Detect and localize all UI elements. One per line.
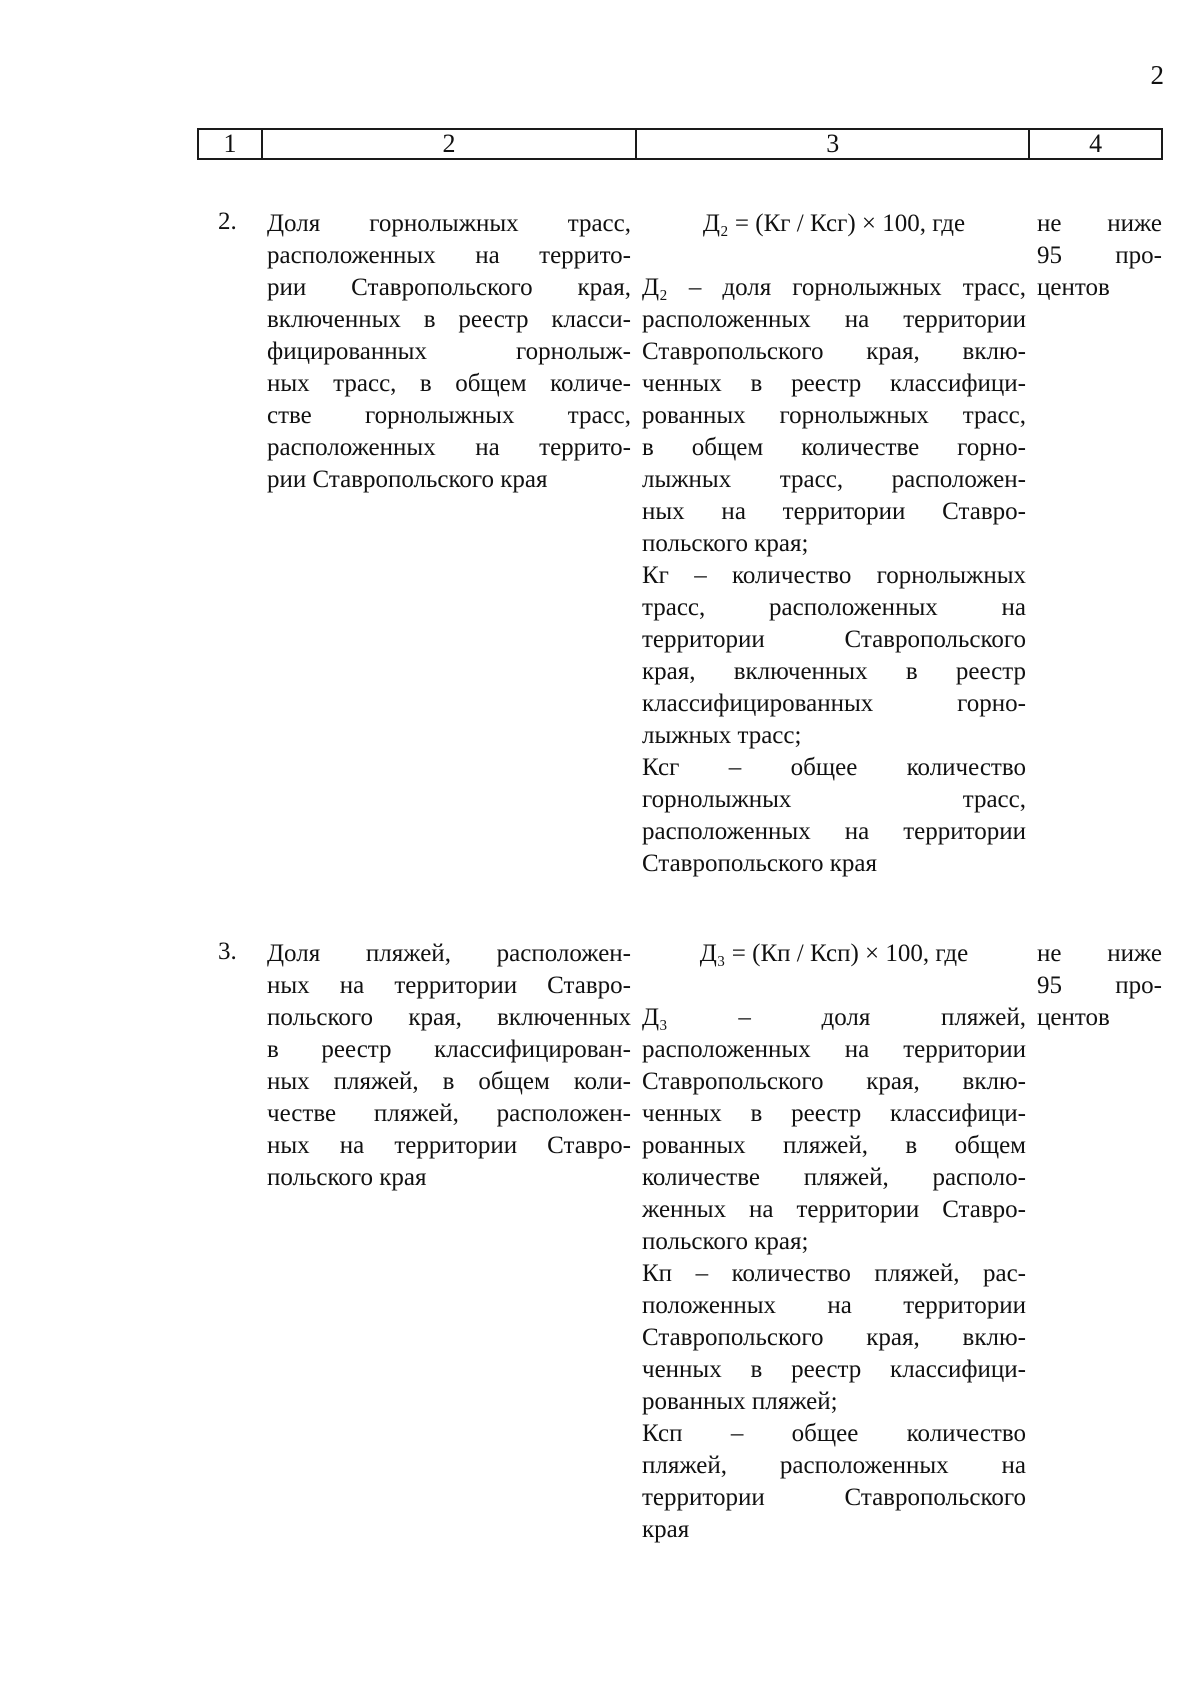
text-line: ных пляжей, в общем коли- <box>267 1068 631 1095</box>
text-line: стве горнолыжных трасс, <box>267 402 631 429</box>
row-number: 3. <box>218 938 237 965</box>
text-line: ченных в реестр классифици- <box>642 1356 1026 1383</box>
text-line: ченных в реестр классифици- <box>642 1100 1026 1127</box>
text-line: центов <box>1037 1004 1110 1031</box>
text-line: Ксп – общее количество <box>642 1420 1026 1447</box>
text-line: ных на территории Ставро- <box>267 1132 631 1159</box>
header-col-1: 1 <box>199 130 263 158</box>
indicator-text <box>267 938 631 1194</box>
text-line: расположенных на территории <box>642 818 1026 845</box>
text-line: Кп – количество пляжей, рас- <box>642 1260 1026 1287</box>
text-line: ченных в реестр классифици- <box>642 370 1026 397</box>
text-line: территории Ставропольского <box>642 626 1026 653</box>
text-line: фицированных горнолыж- <box>267 338 631 365</box>
formula-cell <box>642 938 1026 1546</box>
text-line: польского края <box>267 1164 427 1191</box>
text-line: рии Ставропольского края, <box>267 274 631 301</box>
text-line: рованных пляжей; <box>642 1388 838 1415</box>
text-line: польского края, включенных <box>267 1004 631 1031</box>
text-line: ных на территории Ставро- <box>642 498 1026 525</box>
text-line: в общем количестве горно- <box>642 434 1026 461</box>
text-line: трасс, расположенных на <box>642 594 1026 621</box>
text-line: 95 про- <box>1037 242 1162 269</box>
text-line: расположенных на террито- <box>267 242 631 269</box>
table-header <box>197 128 1163 160</box>
text-line: в реестр классифицирован- <box>267 1036 631 1063</box>
text-line: Ксг – общее количество <box>642 754 1026 781</box>
formula: Д₃ = (Кп / Ксп) × 100, где <box>699 940 969 967</box>
text-line: классифицированных горно- <box>642 690 1026 717</box>
text-line: женных на территории Ставро- <box>642 1196 1026 1223</box>
text-line: не ниже <box>1037 210 1162 237</box>
text-line: рии Ставропольского края <box>267 466 548 493</box>
indicator-text <box>267 208 631 496</box>
header-col-4: 4 <box>1089 129 1103 158</box>
formula: Д₂ = (Кг / Ксг) × 100, где <box>702 210 966 237</box>
text-line: горнолыжных трасс, <box>642 786 1026 813</box>
text-line: Ставропольского края, вклю- <box>642 338 1026 365</box>
header-col-3: 3 <box>637 130 1030 158</box>
formula-definitions <box>642 272 1026 880</box>
text-line: не ниже <box>1037 940 1162 967</box>
text-line: Ставропольского края, вклю- <box>642 1068 1026 1095</box>
text-line: Доля горнолыжных трасс, <box>267 210 631 237</box>
page-number: 2 <box>1150 60 1164 90</box>
text-line: Ставропольского края <box>642 850 877 877</box>
text-line: расположенных на территории <box>642 306 1026 333</box>
text-line: ных трасс, в общем количе- <box>267 370 631 397</box>
formula-cell <box>642 208 1026 880</box>
text-line: рованных пляжей, в общем <box>642 1132 1026 1159</box>
target-value <box>1037 208 1162 304</box>
text-line: лыжных трасс; <box>642 722 802 749</box>
text-line: расположенных на территории <box>642 1036 1026 1063</box>
text-line: ных на территории Ставро- <box>267 972 631 999</box>
text-line: Д₃ – доля пляжей, <box>642 1004 1026 1031</box>
text-line: пляжей, расположенных на <box>642 1452 1026 1479</box>
text-line: положенных на территории <box>642 1292 1026 1319</box>
formula-definitions <box>642 1002 1026 1546</box>
text-line: края <box>642 1516 690 1543</box>
text-line: центов <box>1037 274 1110 301</box>
text-line: 95 про- <box>1037 972 1162 999</box>
target-value <box>1037 938 1162 1034</box>
text-line: края, включенных в реестр <box>642 658 1026 685</box>
text-line: Доля пляжей, расположен- <box>267 940 631 967</box>
text-line: Ставропольского края, вклю- <box>642 1324 1026 1351</box>
text-line: польского края; <box>642 530 809 557</box>
row-number: 2. <box>218 208 237 235</box>
text-line: польского края; <box>642 1228 809 1255</box>
text-line: честве пляжей, расположен- <box>267 1100 631 1127</box>
text-line: включенных в реестр класси- <box>267 306 631 333</box>
text-line: Д₂ – доля горнолыжных трасс, <box>642 274 1026 301</box>
text-line: Кг – количество горнолыжных <box>642 562 1026 589</box>
text-line: территории Ставропольского <box>642 1484 1026 1511</box>
text-line: лыжных трасс, расположен- <box>642 466 1026 493</box>
header-col-2: 2 <box>263 130 637 158</box>
text-line: количестве пляжей, располо- <box>642 1164 1026 1191</box>
text-line: расположенных на террито- <box>267 434 631 461</box>
text-line: рованных горнолыжных трасс, <box>642 402 1026 429</box>
